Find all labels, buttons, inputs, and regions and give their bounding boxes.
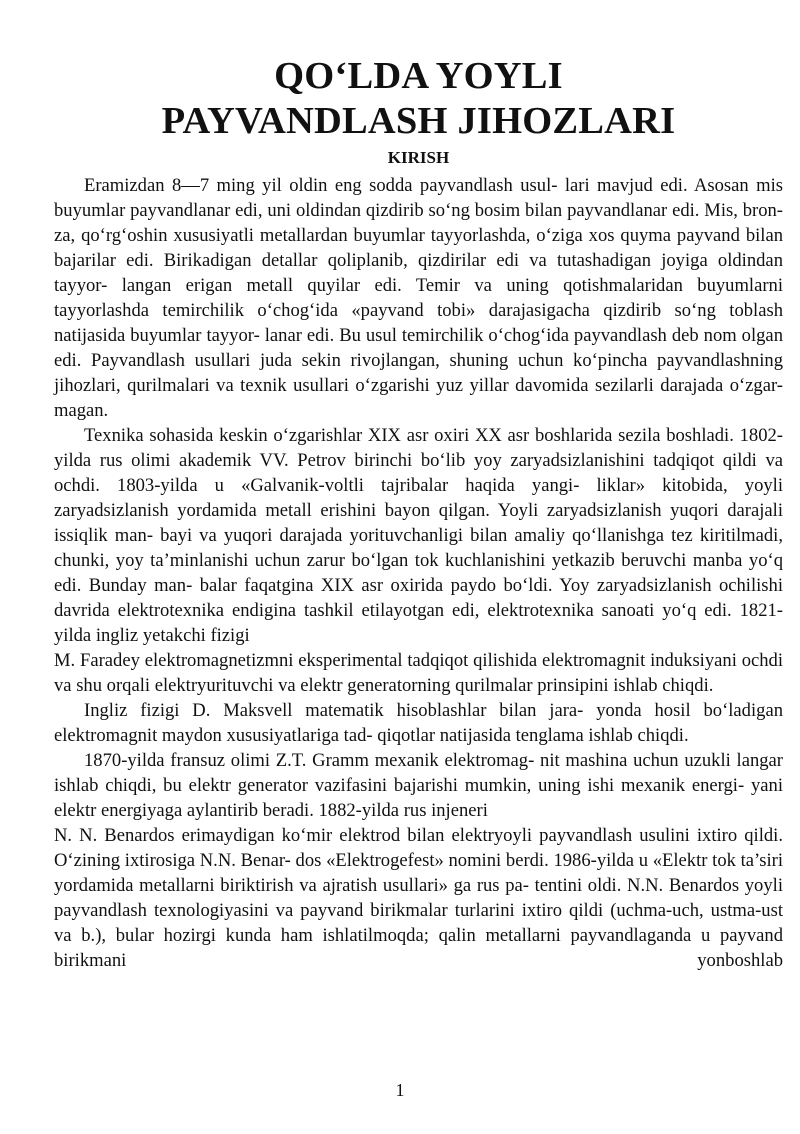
paragraph: Texnika sohasida keskin o‘zgarishlar XIX asr oxiri XX asr boshlarida sezila boshladi. 1802-yilda rus olimi akademik VV. Petrov birinchi bo‘lib yoy zaryadsizlanishini tadqiqot qildi va ochdi. 1803-yilda u «Galvanik-voltli tajribalar haqida yangi- liklar» kitobida, yoyli zaryadsizlanish yordamida metall erishini bayon qilgan. Yoyli zaryadsizlanish yuqori darajali issiqlik man- bayi va yuqori darajada yorituvchanligi bilan amaliy qo‘llanishga tez kiritilmadi, chunki, yoy ta’minlanishi uchun zarur bo‘lgan tok kuchlanishini yetkazib beruvchi manba yo‘q edi. Bunday man- balar faqatgina XIX asr oxirida paydo bo‘ldi. Yoy zaryadsizlanish ochilishi davrida elektrotexnika endigina tashkil etilayotgan edi, elektrotexnika sanoati yo‘q edi. 1821-yilda ingliz yetakchi fizigi	[54, 425, 783, 646]
title-line-1: QO‘LDA YOYLI	[274, 55, 563, 97]
title-line-2: PAYVANDLASH JIHOZLARI	[161, 100, 676, 142]
paragraph: 1870-yilda fransuz olimi Z.T. Gramm mexanik elektromag- nit mashina uchun uzukli langar ishlab chiqdi, bu elektr generator vazifasini bajarishi mumkin, uning ishi mexanik energi- yani elektr energiyaga aylantirib beradi. 1882-yilda rus injeneri	[54, 750, 783, 821]
section-heading: KIRISH	[387, 148, 450, 167]
document-title	[54, 54, 783, 144]
body-text	[54, 173, 783, 973]
page-number: 1	[395, 1080, 405, 1100]
document-page	[54, 54, 783, 973]
paragraph: Ingliz fizigi D. Maksvell matematik hisoblashlar bilan jara- yonda hosil bo‘ladigan elektromagnit maydon xususiyatlariga tad- qiqotlar natijasida tenglama ishlab chiqdi.	[54, 700, 783, 746]
paragraph: Eramizdan 8—7 ming yil oldin eng sodda payvandlash usul- lari mavjud edi. Asosan mis buyumlar payvandlanar edi, uni oldindan qizdirib so‘ng bosim bilan payvandlanar edi. Mis, bron- za, qo‘rg‘oshin xususiyatli metallardan buyumlar tayyorlashda, o‘ziga xos quyma payvand bilan bajarilar edi. Birikadigan detallar qoliplanib, qizdirilar edi va tutashadigan joyiga oldindan tayyor- langan erigan metall quyilar edi. Temir va uning qotishmalaridan buyumlarni tayyorlashda temirchilik o‘chog‘ida «payvand tobi» darajasigacha qizdirib so‘ng toblash natijasida buyumlar tayyor- lanar edi. Bu usul temirchilik o‘chog‘ida payvandlash deb nom olgan edi. Payvandlash usullari juda sekin rivojlangan, shuning uchun ko‘pincha payvandlashning jihozlari, qurilmalari va texnik usullari o‘zgarishi yuz yillar davomida sezilarli darajada o‘zgar- magan.	[54, 175, 783, 421]
paragraph: M. Faradey elektromagnetizmni eksperimental tadqiqot qilishida elektromagnit induksiyani ochdi va shu orqali elektryurituvchi va elektr generatorning qurilmalar prinsipini ishlab chiqdi.	[54, 650, 783, 696]
paragraph: N. N. Benardos erimaydigan ko‘mir elektrod bilan elektryoyli payvandlash usulini ixtiro qildi. O‘zining ixtirosiga N.N. Benar- dos «Elektrogefest» nomini berdi. 1986-yilda u «Elektr tok ta’siri yordamida metallarni biriktirish va ajratish usullari» ga rus pa- tentini oldi. N.N. Benardos yoyli payvandlash texnologiyasini va payvand birikmalar turlarini ixtiro qildi (uchma-uch, ustma-ust va b.), bular hozirgi kunda ham ishlatilmoqda; qalin metallarni payvandlaganda u payvand birikmani yonboshlab	[54, 825, 783, 971]
